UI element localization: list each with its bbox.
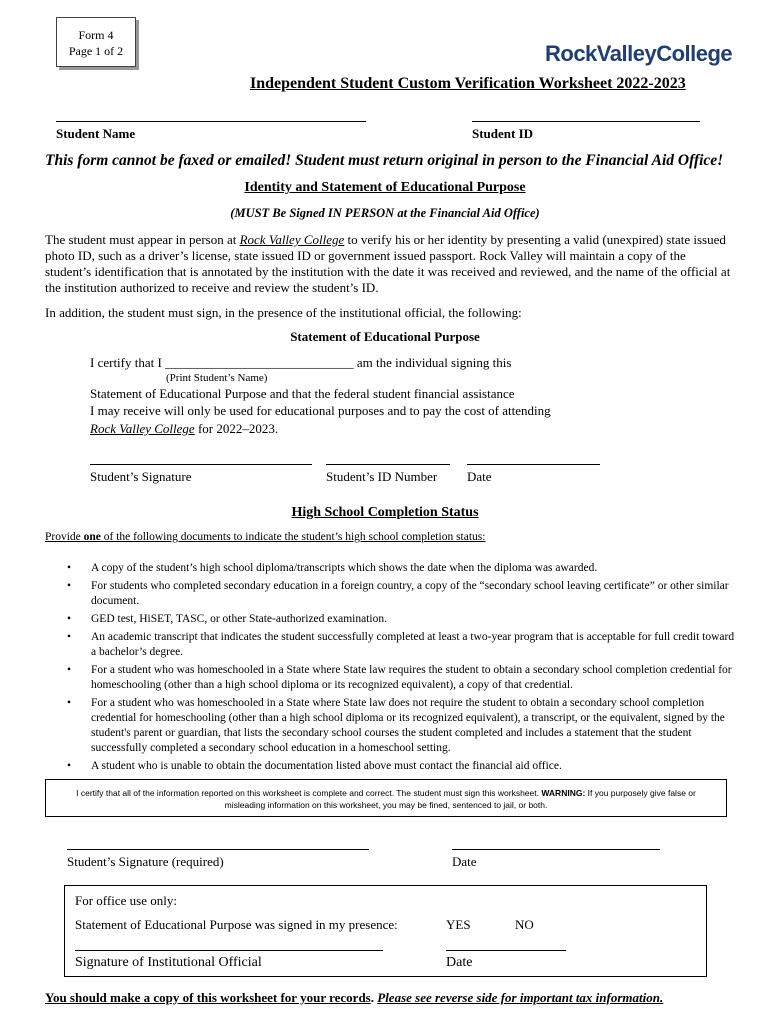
form-number-box bbox=[56, 17, 136, 67]
document-item-text: GED test, HiSET, TASC, or other State-authorized examination. bbox=[91, 613, 387, 625]
bullet-icon: • bbox=[67, 580, 72, 592]
certification-text-2: If you purposely give false or misleading information on this worksheet, you may be fined, sentenced to jail, or both. bbox=[224, 788, 696, 810]
documents-list bbox=[45, 561, 735, 777]
student-id-label: Student ID bbox=[472, 126, 534, 141]
identity-paragraph-2: In addition, the student must sign, in the presence of the institutional official, the following: bbox=[45, 305, 522, 320]
print-name-blank[interactable]: _____________________________ bbox=[165, 355, 354, 370]
page-info: Page 1 of 2 bbox=[68, 44, 124, 58]
certification-warning: WARNING: bbox=[541, 788, 586, 798]
document-item-text: For a student who was homeschooled in a State where State law does not require the student to obtain a secondary school completion credential for homeschooling (other than a high school diploma or its recognized equivalent), a transcript, or the equivalent, signed by the student's parent or guardian, that lists the secondary school courses the student completed and includes a statement that the student successfully completed a secondary school education in a homeschool setting. bbox=[91, 697, 725, 754]
bullet-icon: • bbox=[67, 631, 72, 643]
document-list-item bbox=[45, 630, 735, 660]
required-signature-line[interactable] bbox=[67, 849, 369, 850]
document-list-item bbox=[45, 579, 735, 609]
student-name-label: Student Name bbox=[56, 126, 136, 141]
student-signature-label: Student’s Signature bbox=[90, 469, 192, 484]
rvc-link[interactable]: Rock Valley College bbox=[239, 232, 345, 247]
student-name-line[interactable] bbox=[56, 121, 366, 122]
identity-subheading: (MUST Be Signed IN PERSON at the Financial Aid Office) bbox=[230, 206, 540, 220]
document-list-item bbox=[45, 696, 735, 756]
signature-date-label: Date bbox=[452, 854, 477, 869]
student-id-number-label: Student’s ID Number bbox=[326, 469, 438, 484]
student-id-number-line[interactable] bbox=[326, 464, 450, 465]
statement-line-4 bbox=[90, 421, 730, 437]
bullet-icon: • bbox=[67, 613, 72, 625]
document-list-item bbox=[45, 663, 735, 693]
bullet-icon: • bbox=[67, 760, 72, 772]
document-list-item bbox=[45, 561, 735, 576]
document-item-text: A student who is unable to obtain the documentation listed above must contact the financial aid office. bbox=[91, 760, 562, 772]
statement-year-text: for 2022–2023. bbox=[194, 421, 279, 436]
official-signature-line[interactable] bbox=[75, 950, 383, 951]
official-date-line[interactable] bbox=[446, 950, 566, 951]
print-name-label: (Print Student’s Name) bbox=[166, 372, 268, 384]
statement-line-2: Statement of Educational Purpose and that the federal student financial assistance bbox=[90, 386, 515, 401]
document-item-text: For a student who was homeschooled in a State where State law requires the student to obtain a secondary school completion credential for homeschooling (other than a high school diploma or its recognized equivalent), a copy of that credential. bbox=[91, 664, 732, 691]
statement-signing-text: am the individual signing this bbox=[353, 355, 512, 370]
statement-line-3: I may receive will only be used for educational purposes and to pay the cost of attending bbox=[90, 403, 551, 418]
identity-heading: Identity and Statement of Educational Purpose bbox=[244, 180, 526, 195]
footer-note bbox=[45, 990, 663, 1006]
identity-paragraph bbox=[45, 232, 735, 296]
official-date-label: Date bbox=[446, 955, 473, 970]
form-number: Form 4 bbox=[78, 28, 114, 42]
document-list-item bbox=[45, 612, 735, 627]
student-signature-line[interactable] bbox=[90, 464, 312, 465]
identity-para-text-1: The student must appear in person at bbox=[45, 232, 240, 247]
student-id-line[interactable] bbox=[472, 121, 700, 122]
office-yes-option[interactable]: YES bbox=[446, 917, 471, 932]
statement-date-line[interactable] bbox=[467, 464, 600, 465]
page-title: Independent Student Custom Verification Worksheet 2022-2023 bbox=[250, 75, 686, 92]
intro-text-1: Provide bbox=[45, 531, 84, 543]
statement-certify-text: I certify that I bbox=[90, 355, 166, 370]
statement-heading: Statement of Educational Purpose bbox=[290, 329, 480, 344]
rvc-link-2[interactable]: Rock Valley College bbox=[90, 421, 195, 436]
document-list-item bbox=[45, 759, 735, 774]
high-school-heading: High School Completion Status bbox=[291, 505, 479, 520]
certification-box bbox=[45, 779, 727, 817]
required-signature-label: Student’s Signature (required) bbox=[67, 854, 224, 869]
signature-date-line[interactable] bbox=[452, 849, 660, 850]
footer-copy-text: You should make a copy of this worksheet for your records bbox=[45, 990, 371, 1005]
college-logo: RockValleyCollege bbox=[545, 41, 733, 66]
document-item-text: A copy of the student’s high school diploma/transcripts which shows the date when the diploma was awarded. bbox=[91, 562, 598, 574]
certification-text-1: I certify that all of the information reported on this worksheet is complete and correct. The student must sign this worksheet. bbox=[76, 788, 542, 798]
identity-para-text-2: to verify his or her identity by presenting a valid (unexpired) state issued photo ID, such as a driver’s license, state issued ID or government issued passport. Rock Valley will maintain a copy of the student’s identification that is annotated by the institution with the date it was received and reviewed, and the name of the official at the institution authorized to receive and review the student’s ID. bbox=[45, 232, 731, 295]
document-item-text: For students who completed secondary education in a foreign country, a copy of the “secondary school leaving certificate” or other similar document. bbox=[91, 580, 729, 607]
statement-line-1 bbox=[90, 355, 730, 371]
office-use-heading: For office use only: bbox=[75, 893, 177, 908]
intro-text-2: of the following documents to indicate the student’s high school completion status: bbox=[100, 531, 486, 543]
bullet-icon: • bbox=[67, 664, 72, 676]
office-no-option[interactable]: NO bbox=[515, 917, 534, 932]
intro-bold: one bbox=[83, 531, 101, 543]
official-signature-label: Signature of Institutional Official bbox=[75, 955, 262, 970]
office-statement-label: Statement of Educational Purpose was signed in my presence: bbox=[75, 917, 398, 932]
bullet-icon: • bbox=[67, 697, 72, 709]
document-item-text: An academic transcript that indicates the student successfully completed at least a two-year program that is acceptable for full credit toward a bachelor’s degree. bbox=[91, 631, 735, 658]
bullet-icon: • bbox=[67, 562, 72, 574]
high-school-intro bbox=[45, 531, 485, 543]
footer-reverse-text: Please see reverse side for important tax information. bbox=[377, 990, 664, 1005]
statement-date-label: Date bbox=[467, 469, 492, 484]
footer-separator: . bbox=[370, 990, 378, 1005]
warning-notice: This form cannot be faxed or emailed! Student must return original in person to the Financial Aid Office! bbox=[45, 152, 724, 169]
